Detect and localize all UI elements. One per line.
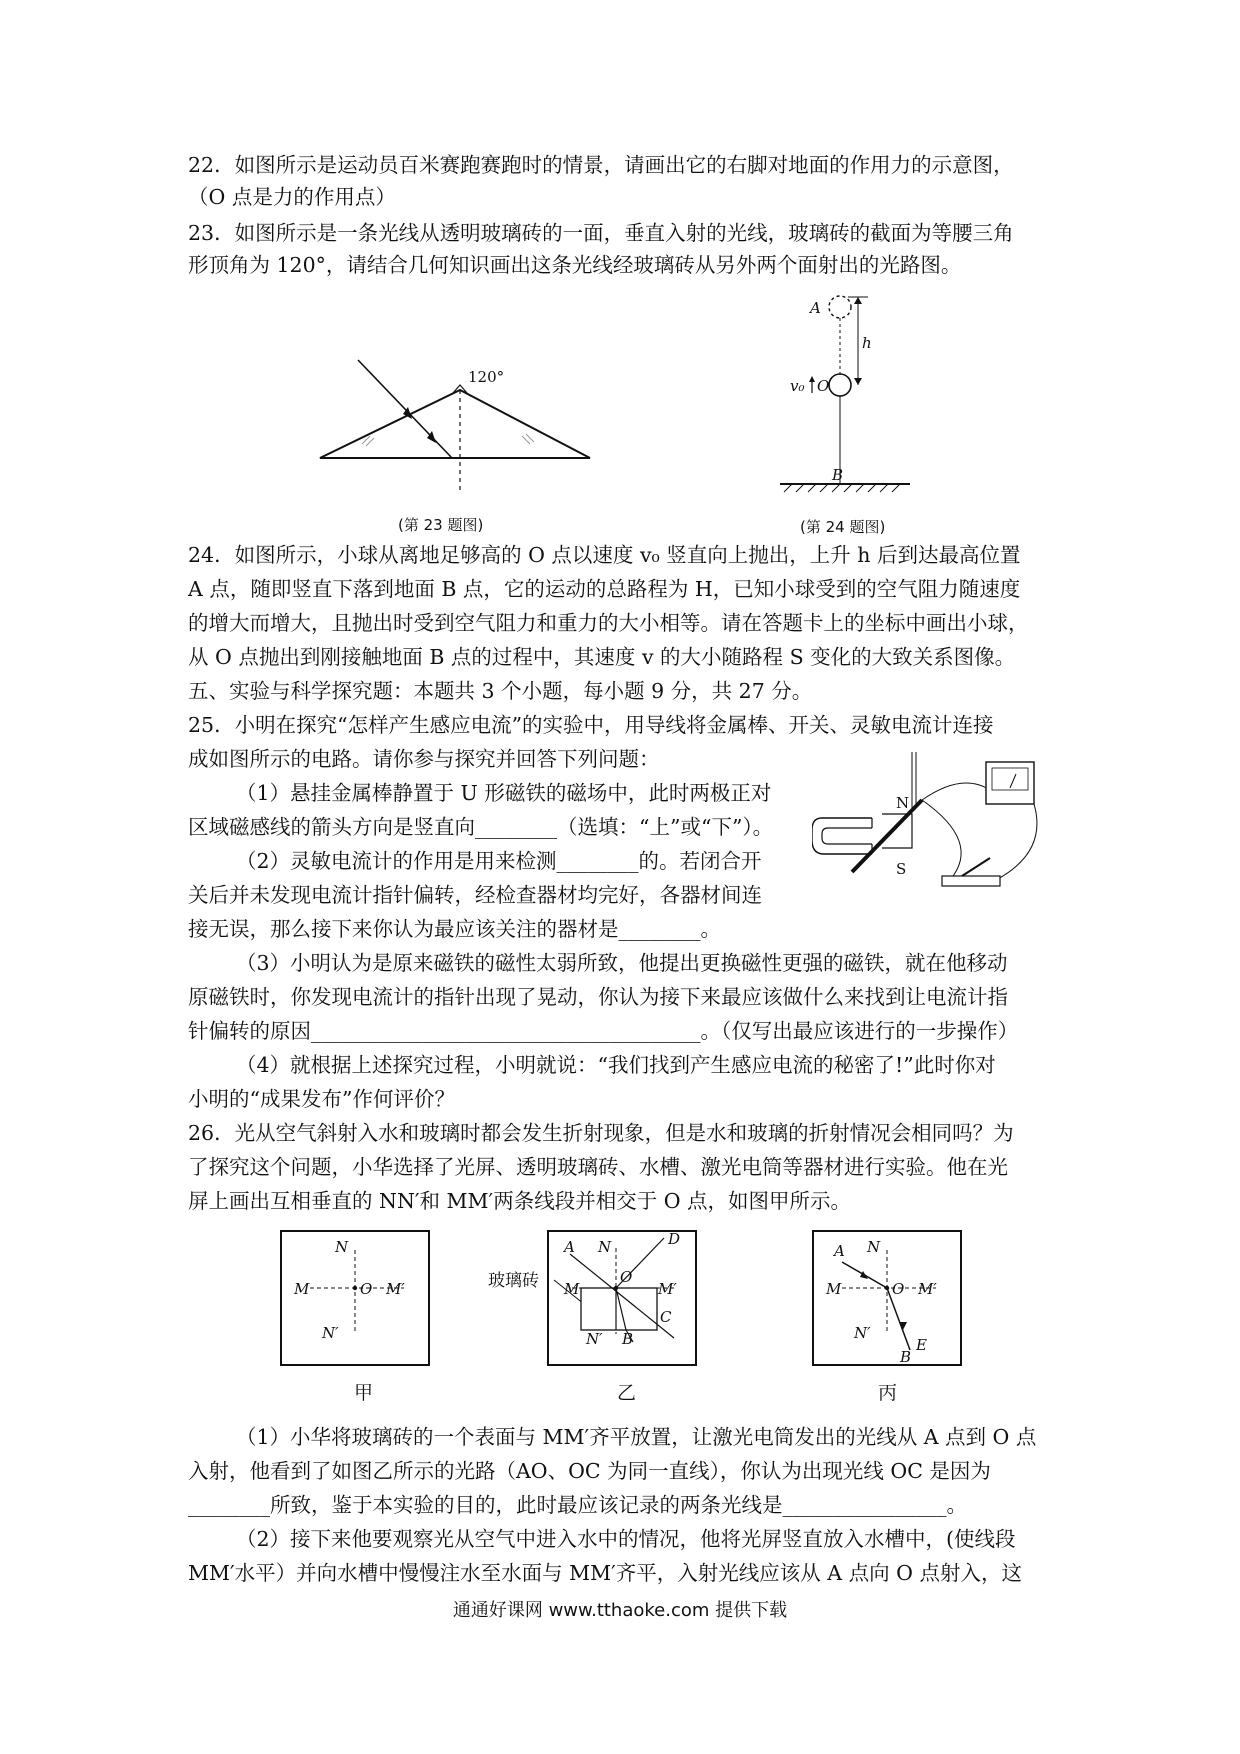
svg-text:N′: N′ <box>586 1330 603 1348</box>
q26-line-1: 26．光从空气斜射入水和玻璃时都会发生折射现象，但是水和玻璃的折射情况会相同吗？为 <box>188 1121 1014 1145</box>
q26-p1-line-c: ________所致，鉴于本实验的目的，此时最应该记录的两条光线是________________。 <box>188 1493 967 1517</box>
svg-text:N: N <box>598 1238 612 1256</box>
svg-text:C: C <box>660 1308 672 1326</box>
svg-text:A: A <box>834 1242 845 1260</box>
svg-text:S: S <box>896 860 907 878</box>
q25-p1-line-a: （1）悬挂金属棒静置于 U 形磁铁的磁场中，此时两极正对 <box>236 781 772 805</box>
q23-line-1: 23．如图所示是一条光线从透明玻璃砖的一面，垂直入射的光线，玻璃砖的截面为等腰三角 <box>188 221 1014 245</box>
ball-start-position <box>829 374 851 396</box>
svg-text:M′: M′ <box>658 1280 677 1298</box>
q26-p2-line-a: （2）接下来他要观察光从空气中进入水中的情况，他将光屏竖直放入水槽中，(使线段 <box>236 1527 1016 1551</box>
ball-top-position <box>829 296 851 318</box>
q24-line-3: 的增大而增大，且抛出时受到空气阻力和重力的大小相等。请在答题卡上的坐标中画出小球， <box>188 611 1029 635</box>
svg-text:A: A <box>810 299 821 317</box>
svg-text:M′: M′ <box>918 1280 937 1298</box>
glass-brick-label: 玻璃砖 <box>488 1271 539 1291</box>
q26-p2-line-b: MM′水平）并向水槽中慢慢注水至水面与 MM′齐平，入射光线应该从 A 点向 O 点射入，这 <box>188 1561 1022 1585</box>
svg-text:O: O <box>892 1280 905 1298</box>
angle-label: 120° <box>468 368 505 386</box>
svg-text:O: O <box>620 1268 633 1286</box>
svg-text:N′: N′ <box>322 1324 339 1342</box>
q25-p4-line-a: （4）就根据上述探究过程，小明就说：“我们找到产生感应电流的秘密了!”此时你对 <box>236 1053 996 1077</box>
svg-text:N: N <box>867 1238 881 1256</box>
caption-bing: 丙 <box>878 1382 898 1404</box>
section-5-title: 五、实验与科学探究题：本题共 3 个小题，每小题 9 分，共 27 分。 <box>188 679 813 703</box>
q26-figure-jia <box>280 1230 430 1370</box>
svg-text:M: M <box>564 1280 580 1298</box>
svg-text:h: h <box>862 334 872 352</box>
switch-lever <box>962 858 990 876</box>
svg-text:M: M <box>826 1280 842 1298</box>
switch-base <box>942 876 1000 886</box>
q25-p2-line-a: （2）灵敏电流计的作用是用来检测________的。若闭合开 <box>236 849 762 873</box>
q23-figure-caption: (第 23 题图) <box>398 516 484 534</box>
q24-ball-figure <box>770 292 930 502</box>
svg-text:A: A <box>564 1238 575 1256</box>
svg-text:N: N <box>896 794 910 812</box>
svg-text:N: N <box>335 1238 349 1256</box>
svg-text:O: O <box>817 377 830 395</box>
q26-p1-line-b: 入射，他看到了如图乙所示的光路（AO、OC 为同一直线），你认为出现光线 OC 是因为 <box>188 1459 991 1483</box>
q26-p1-line-a: （1）小华将玻璃砖的一个表面与 MM′齐平放置，让激光电筒发出的光线从 A 点到 O 点 <box>236 1425 1037 1449</box>
prism-outline <box>320 390 590 458</box>
q24-line-1: 24．如图所示，小球从离地足够高的 O 点以速度 v₀ 竖直向上抛出，上升 h 后到达最高位置 <box>188 543 1021 567</box>
svg-text:M′: M′ <box>386 1280 405 1298</box>
q25-p2-line-b: 关后并未发现电流计指针偏转，经检查器材均完好，各器材间连 <box>188 883 762 907</box>
q22-line-1: 22．如图所示是运动员百米赛跑赛跑时的情景，请画出它的右脚对地面的作用力的示意图， <box>188 153 1014 177</box>
svg-text:B: B <box>622 1330 634 1348</box>
q24-figure-caption: (第 24 题图) <box>800 518 886 536</box>
svg-text:B: B <box>900 1348 912 1366</box>
q25-p3-line-a: （3）小明认为是原来磁铁的磁性太弱所致，他提出更换磁性更强的磁铁，就在他移动 <box>236 951 1008 975</box>
q25-p3-line-b: 原磁铁时，你发现电流计的指针出现了晃动，你认为接下来最应该做什么来找到让电流计指 <box>188 985 1008 1009</box>
q25-line-1: 25．小明在探究“怎样产生感应电流”的实验中，用导线将金属棒、开关、灵敏电流计连接 <box>188 713 994 737</box>
svg-text:E: E <box>916 1336 927 1354</box>
svg-text:N′: N′ <box>854 1324 871 1342</box>
page-footer: 通通好课网 www.tthaoke.com 提供下载 <box>452 1600 788 1621</box>
incident-ray <box>358 360 452 458</box>
svg-text:O: O <box>360 1280 373 1298</box>
q23-line-2: 形顶角为 120°，请结合几何知识画出这条光线经玻璃砖从另外两个面射出的光路图。 <box>188 253 962 277</box>
q23-prism-figure <box>300 340 620 490</box>
q25-line-2: 成如图所示的电路。请你参与探究并回答下列问题： <box>188 747 660 771</box>
q25-p1-line-b: 区域磁感线的箭头方向是竖直向________（选填：“上”或“下”）。 <box>188 815 774 839</box>
u-magnet <box>812 818 872 854</box>
q25-circuit-figure <box>812 752 1048 902</box>
caption-jia: 甲 <box>354 1382 374 1404</box>
svg-text:v₀: v₀ <box>790 377 805 395</box>
q26-line-3: 屏上画出互相垂直的 NN′和 MM′两条线段并相交于 O 点，如图甲所示。 <box>188 1189 852 1213</box>
q26-figure-bing <box>812 1230 962 1370</box>
svg-text:B: B <box>832 466 844 484</box>
q26-figure-yi <box>488 1230 698 1370</box>
q24-line-4: 从 O 点抛出到刚接触地面 B 点的过程中，其速度 v 的大小随路程 S 变化的大致关系图像。 <box>188 645 1016 669</box>
q24-line-2: A 点，随即竖直下落到地面 B 点，它的运动的总路程为 H，已知小球受到的空气阻力随速度 <box>188 577 1021 601</box>
q25-p4-line-b: 小明的“成果发布”作何评价？ <box>188 1087 455 1111</box>
q25-p2-line-c: 接无误，那么接下来你认为最应该关注的器材是________。 <box>188 917 721 941</box>
q26-line-2: 了探究这个问题，小华选择了光屏、透明玻璃砖、水槽、激光电筒等器材进行实验。他在光 <box>188 1155 1008 1179</box>
caption-yi: 乙 <box>617 1382 637 1404</box>
svg-text:M: M <box>294 1280 310 1298</box>
svg-text:D: D <box>668 1230 681 1248</box>
q25-p3-line-c: 针偏转的原因______________________________________。（仅写出最应该进行的一步操作） <box>188 1019 1019 1043</box>
q22-line-2: （O 点是力的作用点） <box>188 185 396 209</box>
